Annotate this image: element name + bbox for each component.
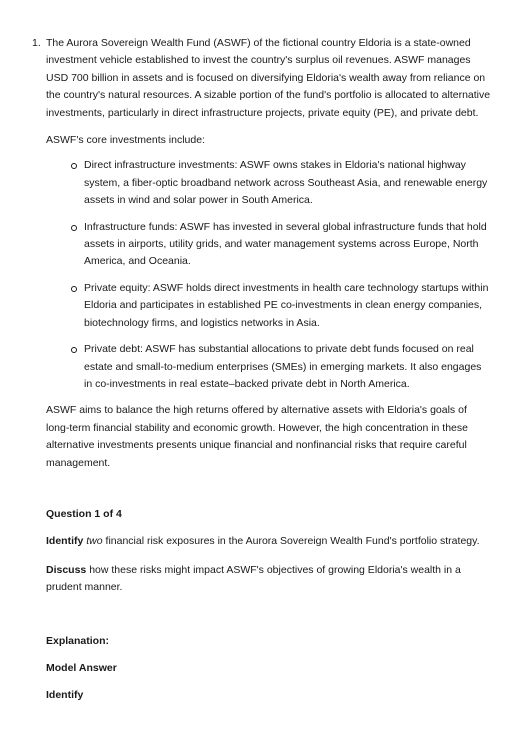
intro-paragraph: [32, 35, 491, 122]
list-item: [72, 157, 491, 209]
core-investments-title: ASWF's core investments include:: [46, 134, 205, 147]
discuss-instruction: [32, 562, 491, 597]
list-item: [72, 219, 491, 271]
discuss-keyword: Discuss: [46, 563, 87, 576]
list-item-text: Infrastructure funds: ASWF has invested in several global infrastructure funds that hold assets in airports, utility grids, and water management systems across Europe, North America, and Oceania.: [84, 220, 487, 268]
intro-text: The Aurora Sovereign Wealth Fund (ASWF) of the fictional country Eldoria is a state-owned investment vehicle established to invest the country's surplus oil revenues. ASWF manages USD 700 billion in assets and is focused on diversifying Eldoria's wealth away from reliance on the country's natural resources. A sizable portion of the fund's portfolio is allocated to alternative investments, particularly in direct infrastructure projects, private equity (PE), and private debt.: [46, 37, 491, 119]
identify-text: financial risk exposures in the Aurora Sovereign Wealth Fund's portfolio strategy.: [105, 535, 480, 548]
list-item: [72, 341, 491, 393]
bullet-circle-icon: [71, 347, 77, 353]
list-item-text: Private debt: ASWF has substantial allocations to private debt funds focused on real estate and small-to-medium enterprises (SMEs) in emerging markets. It also engages in co-investments in real estate–backed private debt in North America.: [84, 343, 482, 390]
list-item: [72, 280, 491, 332]
list-item-text: Private equity: ASWF holds direct investments in health care technology startups within Eldoria and participates in established PE co-investments in clean energy companies, biotechnology firms, and logistics networks in Asia.: [84, 281, 489, 329]
bullet-circle-icon: [71, 163, 77, 169]
list-item-text: Direct infrastructure investments: ASWF owns stakes in Eldoria's national highway system, a fiber-optic broadband network across Southeast Asia, and renewable energy assets in wind and solar power in South America.: [84, 159, 488, 207]
identify-heading: Identify: [46, 689, 84, 702]
bullet-circle-icon: [71, 225, 77, 231]
model-answer-heading: Model Answer: [46, 661, 117, 674]
explanation-heading: Explanation:: [46, 634, 110, 647]
summary-paragraph: ASWF aims to balance the high returns offered by alternative assets with Eldoria's goals of long-term financial stability and economic growth. However, the high concentration in these alternative investments presents unique financial and nonfinancial risks that require careful management.: [46, 404, 468, 469]
identify-count: two: [86, 535, 103, 548]
discuss-text: how these risks might impact ASWF's objectives of growing Eldoria's wealth in a prudent manner.: [46, 563, 461, 594]
question-heading: Question 1 of 4: [46, 507, 122, 520]
item-number: 1.: [32, 37, 41, 49]
identify-instruction: [32, 533, 491, 550]
bullet-circle-icon: [71, 286, 77, 292]
identify-keyword: Identify: [46, 535, 84, 548]
core-investments-list: [32, 157, 491, 393]
